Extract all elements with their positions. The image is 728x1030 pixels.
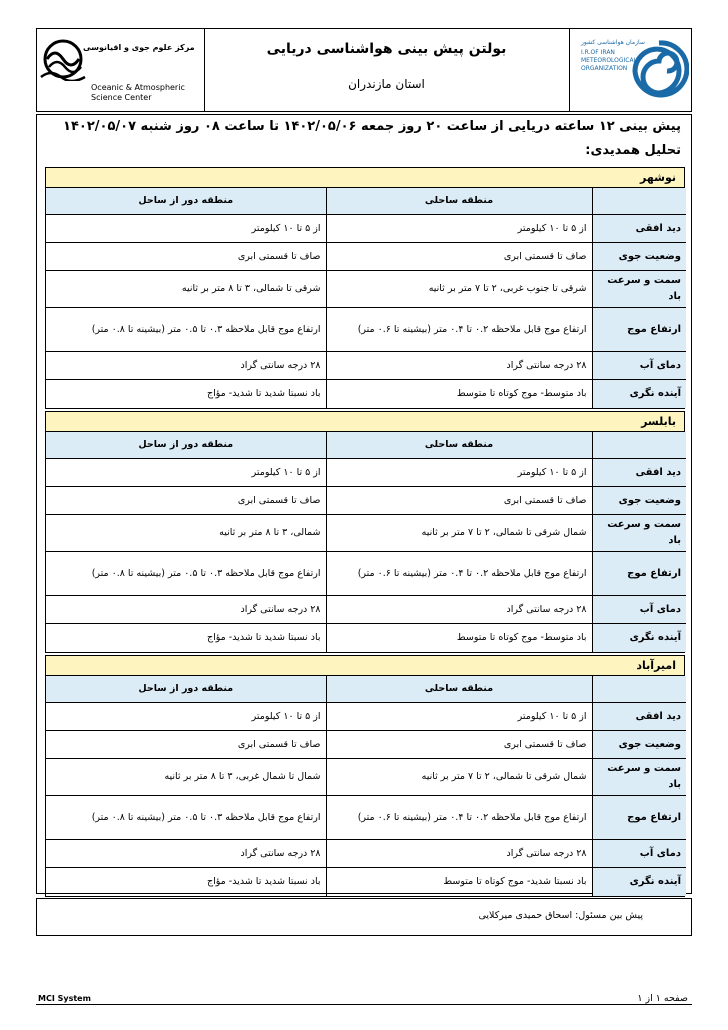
coastal-value: ارتفاع موج قابل ملاحظه ۰.۲ تا ۰.۴ متر (بیشینه تا ۰.۶ متر) [326, 796, 592, 840]
table-corner-cell [592, 432, 686, 459]
coastal-value: صاف تا قسمتی ابری [326, 243, 592, 271]
station-block-babolsar [45, 411, 685, 653]
offshore-value: ۲۸ درجه سانتی گراد [46, 840, 326, 868]
offshore-value: از ۵ تا ۱۰ کیلومتر [46, 215, 326, 243]
system-name: MCI System [38, 994, 91, 1003]
wave-logo-icon [39, 37, 87, 81]
row-label-wind: سمت و سرعت باد [592, 271, 686, 308]
responsible-forecaster: پیش بین مسئول: اسحاق حمیدی میرکلایی [478, 910, 643, 921]
bulletin-header [36, 28, 692, 112]
row-label-water-temp: دمای آب [592, 840, 686, 868]
offshore-value: ارتفاع موج قابل ملاحظه ۰.۳ تا ۰.۵ متر (بیشینه تا ۰.۸ متر) [46, 308, 326, 352]
station-block-nowshahr [45, 167, 685, 409]
bulletin-title: بولتن پیش بینی هواشناسی دریایی [266, 41, 507, 57]
offshore-value: باد نسبتا شدید تا شدید- مؤاج [46, 868, 326, 896]
column-header-coastal: منطقه ساحلی [326, 432, 592, 459]
forecast-period-title: پیش بینی ۱۲ ساعته دریایی از ساعت ۲۰ روز جمعه ۱۴۰۲/۰۵/۰۶ تا ساعت ۰۸ روز شنبه ۱۴۰۲/۰۵/۰۷ [63, 119, 681, 134]
org-left-name-fa: مرکز علوم جوی و اقیانوسی [83, 43, 195, 52]
offshore-value: شرقی تا شمالی، ۳ تا ۸ متر بر ثانیه [46, 271, 326, 308]
forecast-panel [36, 114, 692, 894]
coastal-value: از ۵ تا ۱۰ کیلومتر [326, 459, 592, 487]
coastal-value: شمال شرقی تا شمالی، ۲ تا ۷ متر بر ثانیه [326, 515, 592, 552]
table-row [46, 243, 686, 271]
row-label-outlook: آینده نگری [592, 380, 686, 408]
column-header-offshore: منطقه دور از ساحل [46, 432, 326, 459]
row-label-weather: وضعیت جوی [592, 487, 686, 515]
row-label-wave-height: ارتفاع موج [592, 796, 686, 840]
table-row [46, 731, 686, 759]
table-row [46, 868, 686, 896]
coastal-value: صاف تا قسمتی ابری [326, 487, 592, 515]
coastal-value: ۲۸ درجه سانتی گراد [326, 352, 592, 380]
table-row [46, 352, 686, 380]
row-label-wind: سمت و سرعت باد [592, 759, 686, 796]
coastal-value: باد متوسط- موج کوتاه تا متوسط [326, 380, 592, 408]
coastal-value: ارتفاع موج قابل ملاحظه ۰.۲ تا ۰.۴ متر (بیشینه تا ۰.۶ متر) [326, 552, 592, 596]
org-right-name-en-2: METEOROLOGICAL [581, 57, 637, 64]
table-row [46, 596, 686, 624]
table-row [46, 487, 686, 515]
org-right-name-en-3: ORGANIZATION [581, 65, 628, 72]
meteorological-org-logo [577, 33, 689, 109]
coastal-value: باد متوسط- موج کوتاه تا متوسط [326, 624, 592, 652]
table-header-row [46, 676, 686, 703]
station-name: بابلسر [46, 412, 684, 432]
offshore-value: ۲۸ درجه سانتی گراد [46, 596, 326, 624]
coastal-value: ۲۸ درجه سانتی گراد [326, 840, 592, 868]
row-label-wave-height: ارتفاع موج [592, 308, 686, 352]
table-row [46, 796, 686, 840]
row-label-water-temp: دمای آب [592, 596, 686, 624]
table-row [46, 552, 686, 596]
station-block-amirabad [45, 655, 685, 897]
coastal-value: از ۵ تا ۱۰ کیلومتر [326, 703, 592, 731]
station-name: نوشهر [46, 168, 684, 188]
table-row [46, 624, 686, 652]
offshore-value: صاف تا قسمتی ابری [46, 731, 326, 759]
coastal-value: از ۵ تا ۱۰ کیلومتر [326, 215, 592, 243]
org-left-name-en-1: Oceanic & Atmospheric [91, 83, 185, 92]
table-row [46, 215, 686, 243]
offshore-value: شمال تا شمال غربی، ۳ تا ۸ متر بر ثانیه [46, 759, 326, 796]
org-right-name-en-1: I.R.OF IRAN [581, 49, 615, 56]
org-left-name-en-2: Science Center [91, 93, 152, 102]
row-label-outlook: آینده نگری [592, 868, 686, 896]
row-label-weather: وضعیت جوی [592, 731, 686, 759]
coastal-value: صاف تا قسمتی ابری [326, 731, 592, 759]
column-header-coastal: منطقه ساحلی [326, 676, 592, 703]
footer-divider [36, 1004, 692, 1005]
offshore-value: ارتفاع موج قابل ملاحظه ۰.۳ تا ۰.۵ متر (بیشینه تا ۰.۸ متر) [46, 796, 326, 840]
coastal-value: ارتفاع موج قابل ملاحظه ۰.۲ تا ۰.۴ متر (بیشینه تا ۰.۶ متر) [326, 308, 592, 352]
offshore-value: صاف تا قسمتی ابری [46, 243, 326, 271]
offshore-value: صاف تا قسمتی ابری [46, 487, 326, 515]
offshore-value: ارتفاع موج قابل ملاحظه ۰.۳ تا ۰.۵ متر (بیشینه تا ۰.۸ متر) [46, 552, 326, 596]
column-header-coastal: منطقه ساحلی [326, 188, 592, 215]
offshore-value: از ۵ تا ۱۰ کیلومتر [46, 459, 326, 487]
table-header-row [46, 188, 686, 215]
column-header-offshore: منطقه دور از ساحل [46, 676, 326, 703]
offshore-value: از ۵ تا ۱۰ کیلومتر [46, 703, 326, 731]
table-corner-cell [592, 188, 686, 215]
oceanic-atmospheric-logo [39, 35, 203, 107]
table-row [46, 703, 686, 731]
synoptic-analysis-label: تحلیل همدیدی: [585, 143, 681, 158]
row-label-water-temp: دمای آب [592, 352, 686, 380]
offshore-value: شمالی، ۳ تا ۸ متر بر ثانیه [46, 515, 326, 552]
station-name: امیرآباد [46, 656, 684, 676]
table-row [46, 459, 686, 487]
forecaster-box [36, 898, 692, 936]
table-row [46, 308, 686, 352]
header-divider [569, 29, 570, 111]
page-number: صفحه ۱ از ۱ [637, 993, 688, 1004]
table-row [46, 759, 686, 796]
offshore-value: باد نسبتا شدید تا شدید- مؤاج [46, 380, 326, 408]
coastal-value: ۲۸ درجه سانتی گراد [326, 596, 592, 624]
coastal-value: شرقی تا جنوب غربی، ۲ تا ۷ متر بر ثانیه [326, 271, 592, 308]
table-row [46, 271, 686, 308]
table-row [46, 380, 686, 408]
table-header-row [46, 432, 686, 459]
row-label-outlook: آینده نگری [592, 624, 686, 652]
province-subtitle: استان مازندران [348, 77, 425, 91]
forecast-table [46, 432, 686, 652]
forecast-table [46, 676, 686, 896]
row-label-visibility: دید افقی [592, 459, 686, 487]
coastal-value: باد نسبتا شدید- موج کوتاه تا متوسط [326, 868, 592, 896]
row-label-visibility: دید افقی [592, 215, 686, 243]
offshore-value: ۲۸ درجه سانتی گراد [46, 352, 326, 380]
row-label-weather: وضعیت جوی [592, 243, 686, 271]
coastal-value: شمال شرقی تا شمالی، ۲ تا ۷ متر بر ثانیه [326, 759, 592, 796]
row-label-wave-height: ارتفاع موج [592, 552, 686, 596]
column-header-offshore: منطقه دور از ساحل [46, 188, 326, 215]
table-corner-cell [592, 676, 686, 703]
org-right-name-fa: سازمان هواشناسی کشور [581, 39, 645, 46]
forecast-table [46, 188, 686, 408]
spiral-logo-icon [629, 37, 689, 103]
row-label-visibility: دید افقی [592, 703, 686, 731]
table-row [46, 840, 686, 868]
row-label-wind: سمت و سرعت باد [592, 515, 686, 552]
offshore-value: باد نسبتا شدید تا شدید- مؤاج [46, 624, 326, 652]
table-row [46, 515, 686, 552]
